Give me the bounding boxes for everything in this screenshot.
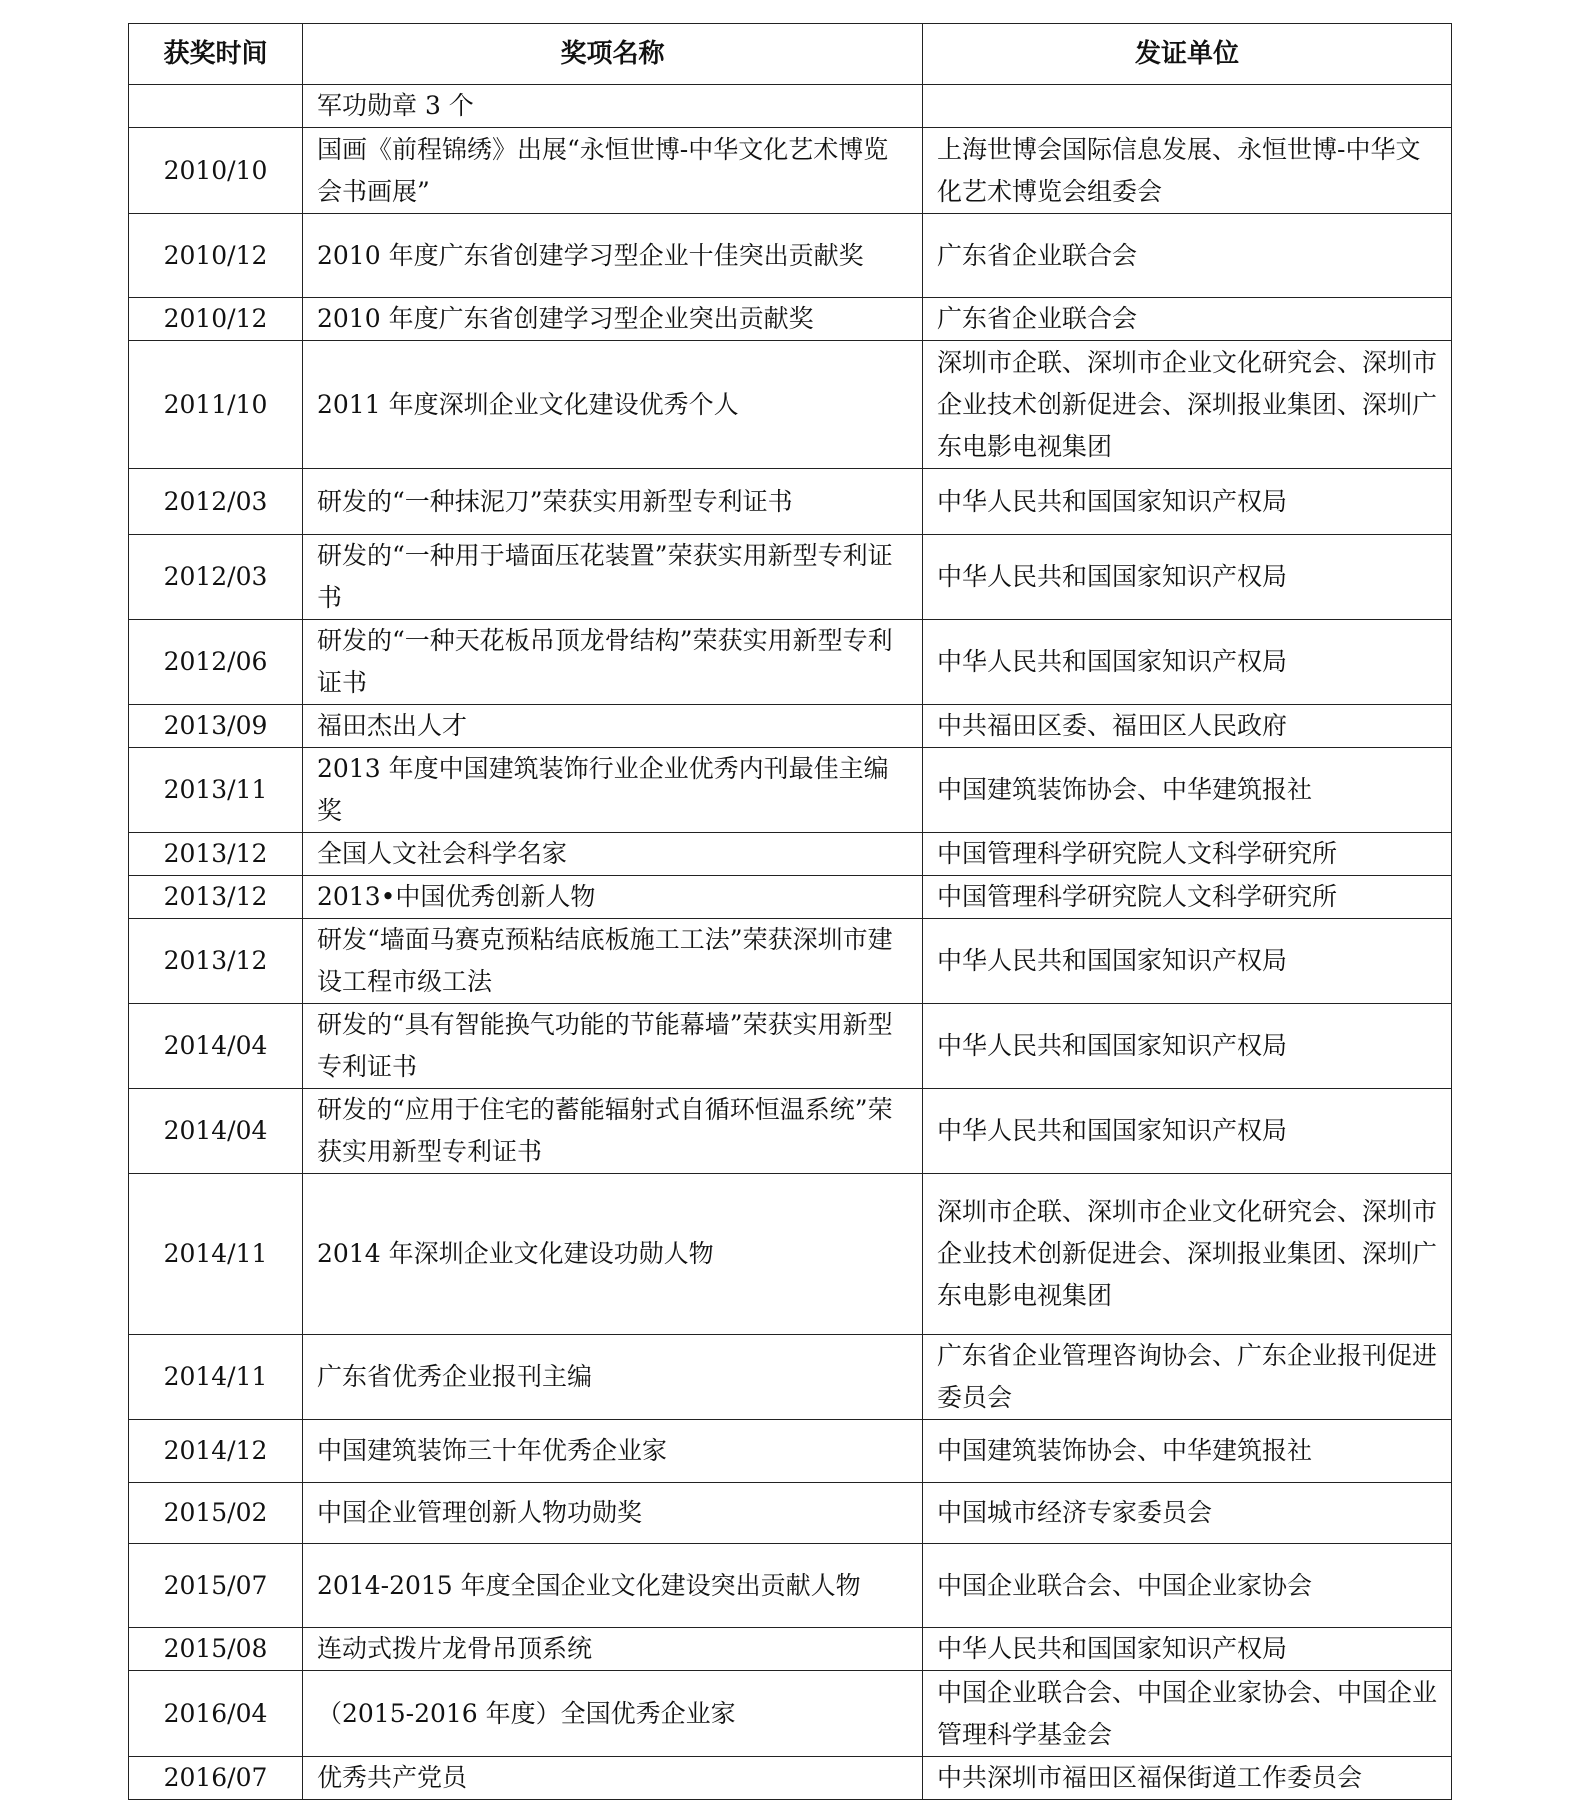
date-cell: 2013/11 [129, 748, 303, 833]
table-row [129, 876, 1452, 919]
table-row [129, 341, 1452, 469]
date-cell: 2012/03 [129, 535, 303, 620]
table-row [129, 1420, 1452, 1483]
issuer-cell: 中华人民共和国国家知识产权局 [923, 919, 1452, 1004]
table-row [129, 1671, 1452, 1757]
header-award: 奖项名称 [303, 24, 923, 85]
date-cell: 2015/07 [129, 1544, 303, 1628]
issuer-cell: 中共深圳市福田区福保街道工作委员会 [923, 1757, 1452, 1800]
award-cell: 2014-2015 年度全国企业文化建设突出贡献人物 [303, 1544, 923, 1628]
date-cell: 2013/12 [129, 833, 303, 876]
issuer-cell: 深圳市企联、深圳市企业文化研究会、深圳市企业技术创新促进会、深圳报业集团、深圳广东电影电视集团 [923, 1174, 1452, 1335]
date-cell: 2011/10 [129, 341, 303, 469]
award-cell: 研发的“具有智能换气功能的节能幕墙”荣获实用新型专利证书 [303, 1004, 923, 1089]
header-date: 获奖时间 [129, 24, 303, 85]
date-cell [129, 85, 303, 128]
table-row [129, 833, 1452, 876]
table-row [129, 1174, 1452, 1335]
issuer-cell: 中华人民共和国国家知识产权局 [923, 1628, 1452, 1671]
issuer-cell: 中国管理科学研究院人文科学研究所 [923, 833, 1452, 876]
issuer-cell: 中华人民共和国国家知识产权局 [923, 535, 1452, 620]
award-cell: 研发的“一种天花板吊顶龙骨结构”荣获实用新型专利证书 [303, 620, 923, 705]
award-cell: 2013 年度中国建筑装饰行业企业优秀内刊最佳主编奖 [303, 748, 923, 833]
issuer-cell: 中国建筑装饰协会、中华建筑报社 [923, 1420, 1452, 1483]
award-cell: 连动式拨片龙骨吊顶系统 [303, 1628, 923, 1671]
issuer-cell: 中国企业联合会、中国企业家协会 [923, 1544, 1452, 1628]
date-cell: 2012/06 [129, 620, 303, 705]
award-cell: 优秀共产党员 [303, 1757, 923, 1800]
date-cell: 2010/12 [129, 298, 303, 341]
award-cell: （2015-2016 年度）全国优秀企业家 [303, 1671, 923, 1757]
table-row [129, 469, 1452, 535]
award-cell: 广东省优秀企业报刊主编 [303, 1335, 923, 1420]
date-cell: 2014/04 [129, 1004, 303, 1089]
issuer-cell: 中华人民共和国国家知识产权局 [923, 1089, 1452, 1174]
issuer-cell: 中共福田区委、福田区人民政府 [923, 705, 1452, 748]
table-row [129, 919, 1452, 1004]
award-cell: 2011 年度深圳企业文化建设优秀个人 [303, 341, 923, 469]
table-row [129, 705, 1452, 748]
table-row [129, 1483, 1452, 1544]
award-cell: 2013•中国优秀创新人物 [303, 876, 923, 919]
award-cell: 研发“墙面马赛克预粘结底板施工工法”荣获深圳市建设工程市级工法 [303, 919, 923, 1004]
date-cell: 2012/03 [129, 469, 303, 535]
date-cell: 2013/12 [129, 919, 303, 1004]
awards-table [128, 23, 1452, 1800]
issuer-cell: 中国城市经济专家委员会 [923, 1483, 1452, 1544]
award-cell: 2010 年度广东省创建学习型企业十佳突出贡献奖 [303, 214, 923, 298]
date-cell: 2010/10 [129, 128, 303, 214]
date-cell: 2014/04 [129, 1089, 303, 1174]
date-cell: 2016/07 [129, 1757, 303, 1800]
table-row [129, 298, 1452, 341]
award-cell: 2010 年度广东省创建学习型企业突出贡献奖 [303, 298, 923, 341]
issuer-cell: 中华人民共和国国家知识产权局 [923, 469, 1452, 535]
date-cell: 2013/12 [129, 876, 303, 919]
table-row [129, 214, 1452, 298]
issuer-cell: 中华人民共和国国家知识产权局 [923, 620, 1452, 705]
award-cell: 研发的“一种用于墙面压花装置”荣获实用新型专利证书 [303, 535, 923, 620]
header-row [129, 24, 1452, 85]
issuer-cell [923, 85, 1452, 128]
award-cell: 2014 年深圳企业文化建设功勋人物 [303, 1174, 923, 1335]
award-cell: 研发的“应用于住宅的蓄能辐射式自循环恒温系统”荣获实用新型专利证书 [303, 1089, 923, 1174]
award-cell: 全国人文社会科学名家 [303, 833, 923, 876]
date-cell: 2014/11 [129, 1335, 303, 1420]
award-cell: 中国企业管理创新人物功勋奖 [303, 1483, 923, 1544]
table-row [129, 1757, 1452, 1800]
table-row [129, 1628, 1452, 1671]
table-row [129, 748, 1452, 833]
issuer-cell: 上海世博会国际信息发展、永恒世博-中华文化艺术博览会组委会 [923, 128, 1452, 214]
issuer-cell: 中国管理科学研究院人文科学研究所 [923, 876, 1452, 919]
table-row [129, 620, 1452, 705]
issuer-cell: 深圳市企联、深圳市企业文化研究会、深圳市企业技术创新促进会、深圳报业集团、深圳广东电影电视集团 [923, 341, 1452, 469]
date-cell: 2015/08 [129, 1628, 303, 1671]
table-row [129, 1089, 1452, 1174]
award-cell: 国画《前程锦绣》出展“永恒世博-中华文化艺术博览会书画展” [303, 128, 923, 214]
date-cell: 2016/04 [129, 1671, 303, 1757]
date-cell: 2014/12 [129, 1420, 303, 1483]
award-cell: 福田杰出人才 [303, 705, 923, 748]
table-row [129, 1544, 1452, 1628]
table-row [129, 535, 1452, 620]
award-cell: 中国建筑装饰三十年优秀企业家 [303, 1420, 923, 1483]
date-cell: 2010/12 [129, 214, 303, 298]
issuer-cell: 广东省企业管理咨询协会、广东企业报刊促进委员会 [923, 1335, 1452, 1420]
date-cell: 2013/09 [129, 705, 303, 748]
issuer-cell: 广东省企业联合会 [923, 214, 1452, 298]
table-row [129, 128, 1452, 214]
issuer-cell: 广东省企业联合会 [923, 298, 1452, 341]
issuer-cell: 中国建筑装饰协会、中华建筑报社 [923, 748, 1452, 833]
issuer-cell: 中国企业联合会、中国企业家协会、中国企业管理科学基金会 [923, 1671, 1452, 1757]
table-row [129, 1004, 1452, 1089]
award-cell: 军功勋章 3 个 [303, 85, 923, 128]
award-cell: 研发的“一种抹泥刀”荣获实用新型专利证书 [303, 469, 923, 535]
table-row [129, 85, 1452, 128]
date-cell: 2014/11 [129, 1174, 303, 1335]
date-cell: 2015/02 [129, 1483, 303, 1544]
issuer-cell: 中华人民共和国国家知识产权局 [923, 1004, 1452, 1089]
table-row [129, 1335, 1452, 1420]
header-issuer: 发证单位 [923, 24, 1452, 85]
